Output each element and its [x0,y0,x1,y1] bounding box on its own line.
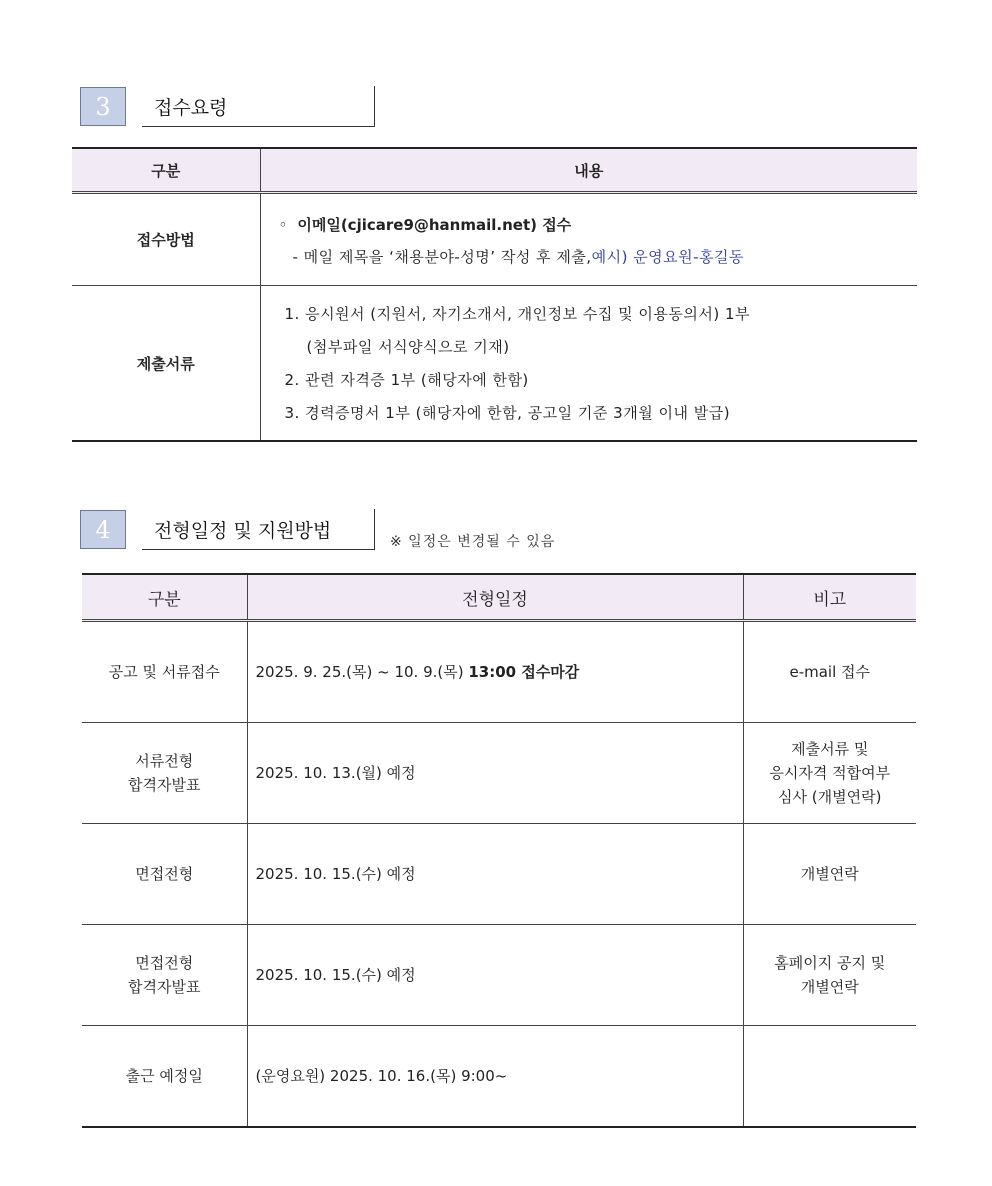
document-item: 3. 경력증명서 1부 (해당자에 한함, 공고일 기준 3개월 이내 발급) [284,404,731,422]
schedule-remark [743,723,916,824]
schedule-table [82,573,916,1128]
schedule-category [82,824,247,925]
schedule-date [247,925,743,1026]
application-method-table [72,147,917,442]
category-line: 면접전형 [135,865,194,883]
section-title-4: 전형일정 및 지원방법 [142,509,375,550]
table-row [82,824,916,925]
method-email: 이메일(cjicare9@hanmail.net) 접수 [297,216,572,234]
schedule-text: (운영요원) 2025. 10. 16.(목) 9:00~ [255,1067,508,1085]
header-category: 구분 [72,148,260,193]
schedule-remark [743,621,916,723]
deadline-text: 13:00 접수마감 [468,663,580,681]
header-content: 내용 [260,148,917,193]
schedule-change-note: ※ 일정은 변경될 수 있음 [390,534,556,550]
remark-line: 홈페이지 공지 및 [774,954,886,972]
document-item: 2. 관련 자격증 1부 (해당자에 한함) [284,371,529,389]
document-item-note: (첨부파일 서식양식으로 기재) [306,338,510,356]
schedule-text: 2025. 10. 13.(월) 예정 [255,764,416,782]
category-line: 서류전형 [135,752,194,770]
schedule-category [82,925,247,1026]
remark-line: e-mail 접수 [789,663,871,681]
header-schedule: 전형일정 [247,574,743,621]
documents-label: 제출서류 [72,286,260,442]
schedule-date [247,621,743,723]
remark-line: 개별연락 [800,865,859,883]
header-remarks: 비고 [743,574,916,621]
documents-content [260,286,917,442]
category-line: 공고 및 서류접수 [108,663,220,681]
remark-line: 응시자격 적합여부 [769,764,891,782]
schedule-remark [743,925,916,1026]
section-number-4: 4 [80,510,126,549]
schedule-category [82,1026,247,1128]
section-title-3: 접수요령 [142,86,375,127]
schedule-category [82,621,247,723]
schedule-text: 2025. 9. 25.(목) ~ 10. 9.(목) [255,663,469,681]
bullet-mark: ◦ [278,215,288,234]
category-line: 출근 예정일 [125,1067,203,1085]
category-line: 합격자발표 [128,776,201,794]
schedule-remark [743,824,916,925]
category-line: 합격자발표 [128,978,201,996]
schedule-date [247,824,743,925]
schedule-category [82,723,247,824]
header-category: 구분 [82,574,247,621]
schedule-date [247,723,743,824]
method-instruction: - 메일 제목을 ‘채용분야-성명’ 작성 후 제출, [292,248,592,266]
category-line: 면접전형 [135,954,194,972]
method-label: 접수방법 [72,193,260,286]
table-row [82,621,916,723]
remark-line: 심사 (개별연락) [778,788,882,806]
document-item: 1. 응시원서 (지원서, 자기소개서, 개인정보 수집 및 이용동의서) 1부 [284,305,750,323]
schedule-text: 2025. 10. 15.(수) 예정 [255,865,416,883]
table-row [82,723,916,824]
table-row [82,925,916,1026]
table-row [82,1026,916,1128]
remark-line: 제출서류 및 [791,740,869,758]
schedule-date [247,1026,743,1128]
remark-line: 개별연락 [800,978,859,996]
schedule-text: 2025. 10. 15.(수) 예정 [255,966,416,984]
section-number-3: 3 [80,87,126,126]
method-content [260,193,917,286]
schedule-remark [743,1026,916,1128]
method-example: 예시) 운영요원-홍길동 [591,248,745,266]
